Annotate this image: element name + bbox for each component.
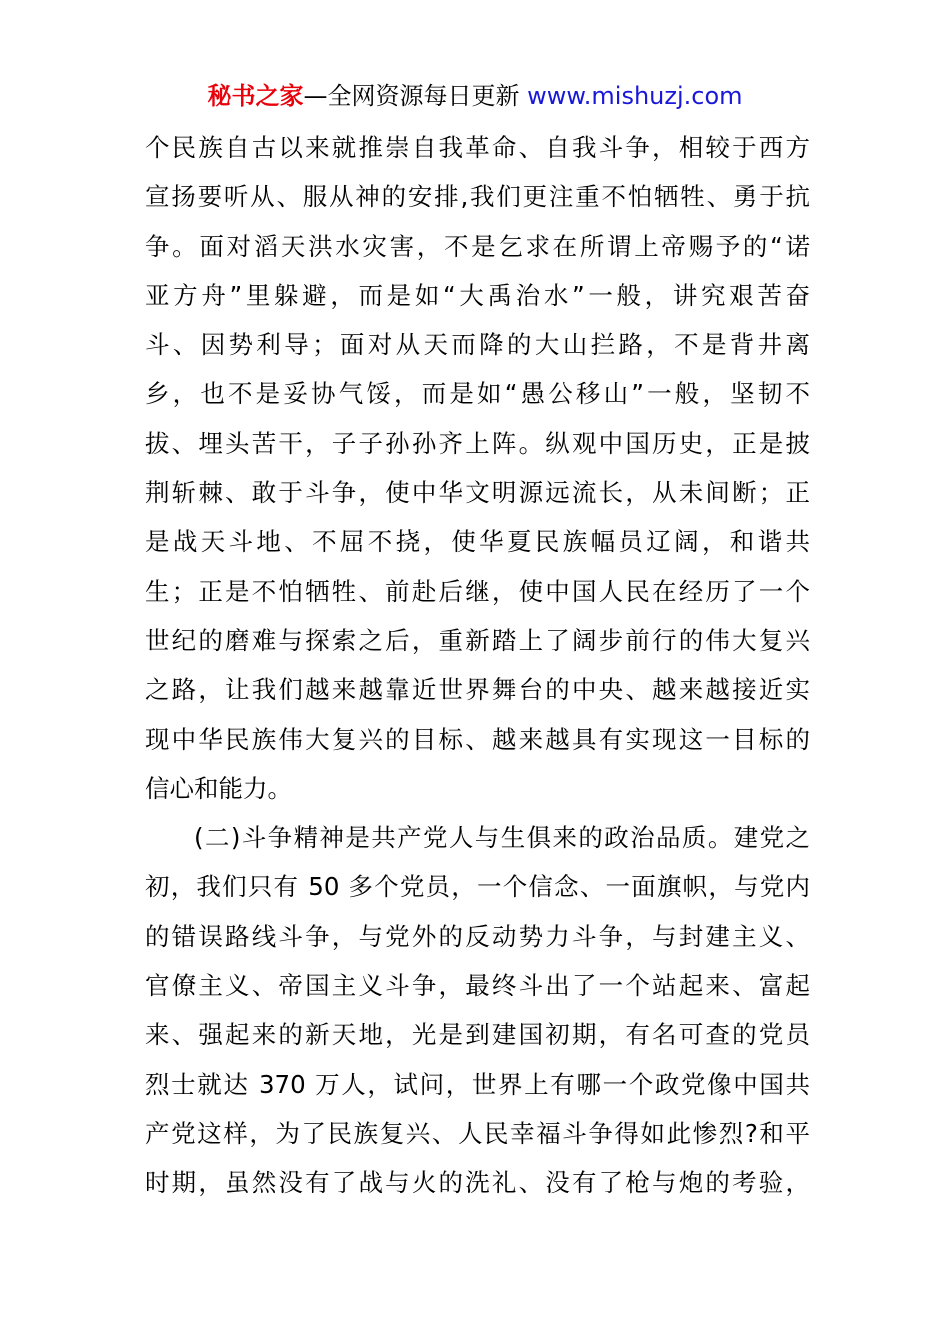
site-header bbox=[0, 78, 950, 114]
paragraph bbox=[145, 813, 810, 1207]
text-line: (二)斗争精神是共产党人与生俱来的政治品质。建党之 bbox=[194, 823, 810, 853]
text-line: 之路，让我们越来越靠近世界舞台的中央、越来越接近实 bbox=[145, 675, 810, 705]
site-brand: 秘书之家 bbox=[207, 82, 304, 110]
paragraph bbox=[145, 123, 810, 813]
text-line: 官僚主义、帝国主义斗争，最终斗出了一个站起来、富起 bbox=[145, 971, 810, 1001]
text-line: 生；正是不怕牺牲、前赴后继，使中国人民在经历了一个 bbox=[145, 576, 810, 606]
document-body bbox=[145, 123, 810, 1208]
text-line: 荆斩棘、敢于斗争，使中华文明源远流长，从未间断；正 bbox=[145, 478, 810, 508]
text-line: 乡，也不是妥协气馁，而是如“愚公移山”一般，坚韧不 bbox=[145, 379, 810, 409]
text-line: 宣扬要听从、服从神的安排,我们更注重不怕牺牲、勇于抗 bbox=[145, 182, 810, 212]
text-line: 现中华民族伟大复兴的目标、越来越具有实现这一目标的 bbox=[145, 724, 810, 754]
text-line: 斗、因势利导；面对从天而降的大山拦路，不是背井离 bbox=[145, 330, 810, 360]
site-slogan: —全网资源每日更新 bbox=[303, 82, 528, 110]
text-line: 亚方舟”里躲避，而是如“大禹治水”一般，讲究艰苦奋 bbox=[145, 280, 810, 310]
text-line: 产党这样，为了民族复兴、人民幸福斗争得如此惨烈?和平 bbox=[145, 1118, 810, 1148]
text-line: 的错误路线斗争，与党外的反动势力斗争，与封建主义、 bbox=[145, 921, 810, 951]
text-line: 来、强起来的新天地，光是到建国初期，有名可查的党员 bbox=[145, 1020, 810, 1050]
text-line: 个民族自古以来就推崇自我革命、自我斗争，相较于西方 bbox=[145, 133, 810, 162]
text-line: 争。面对滔天洪水灾害，不是乞求在所谓上帝赐予的“诺 bbox=[145, 231, 810, 261]
text-line: 世纪的磨难与探索之后，重新踏上了阔步前行的伟大复兴 bbox=[145, 625, 810, 655]
text-line: 烈士就达 370 万人，试问，世界上有哪一个政党像中国共 bbox=[145, 1069, 810, 1099]
text-line: 是战天斗地、不屈不挠，使华夏民族幅员辽阔，和谐共 bbox=[145, 527, 810, 557]
text-line: 信心和能力。 bbox=[145, 773, 292, 803]
text-line: 时期，虽然没有了战与火的洗礼、没有了枪与炮的考验， bbox=[145, 1168, 810, 1198]
text-line: 拔、埋头苦干，子子孙孙齐上阵。纵观中国历史，正是披 bbox=[145, 428, 810, 458]
text-line: 初，我们只有 50 多个党员，一个信念、一面旗帜，与党内 bbox=[145, 872, 810, 902]
site-url-link[interactable]: www.mishuzj.com bbox=[527, 82, 743, 110]
